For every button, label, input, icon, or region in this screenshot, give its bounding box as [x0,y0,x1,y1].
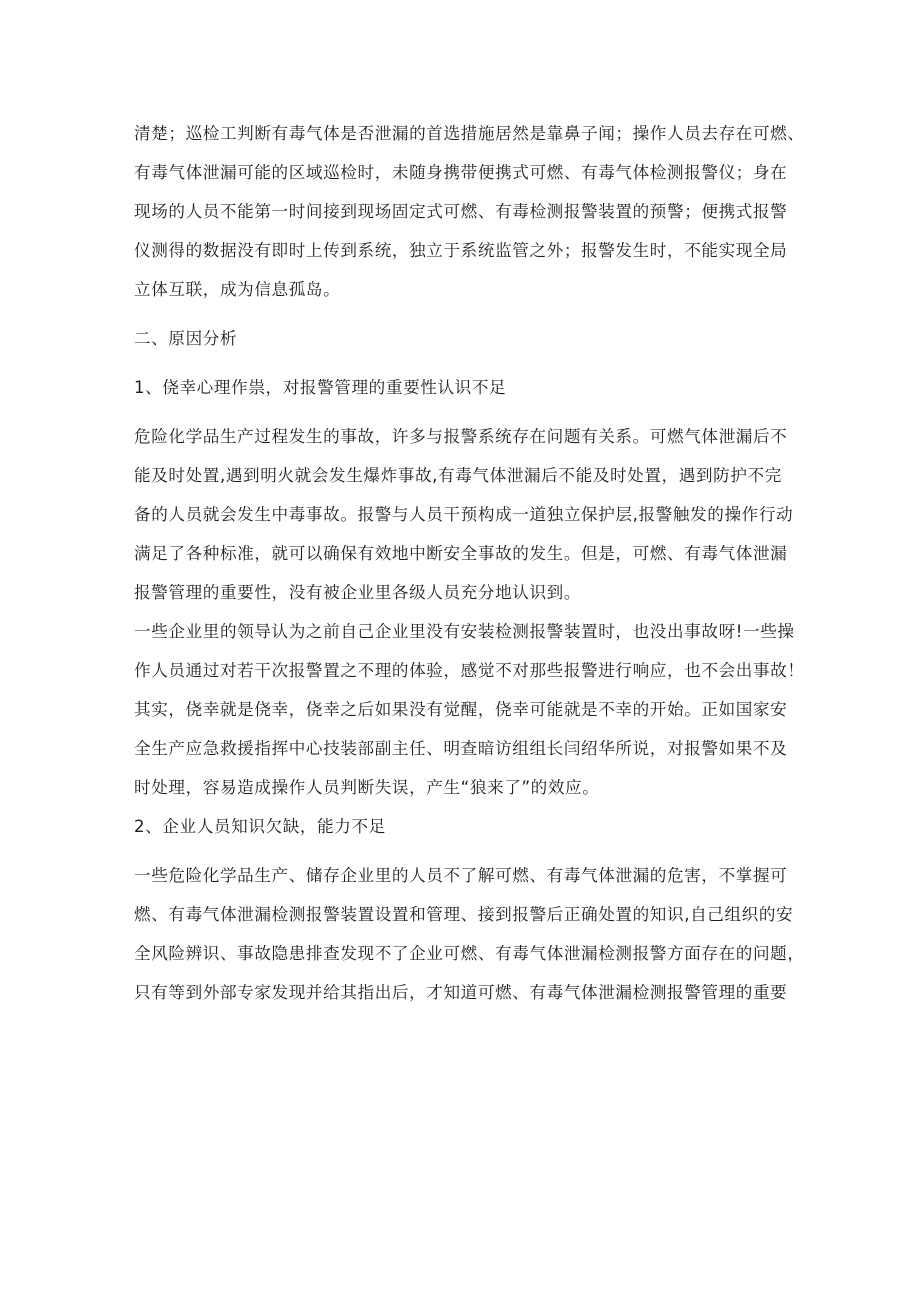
document-body [134,114,805,1012]
text-line: 立体互联，成为信息孤岛。 [134,280,341,299]
text-line: 一些危险化学品生产、储存企业里的人员不了解可燃、有毒气体泄漏的危害，不掌握可 [134,866,788,885]
text-line: 清楚；巡检工判断有毒气体是否泄漏的首选措施居然是靠鼻子闻；操作人员去存在可燃、 [134,124,805,143]
text-line: 现场的人员不能第一时间接到现场固定式可燃、有毒检测报警装置的预警；便携式报警 [134,202,788,221]
text-line: 备的人员就会发生中毒事故。报警与人员干预构成一道独立保护层,报警触发的操作行动 [134,505,794,524]
text-line: 其实，侥幸就是侥幸，侥幸之后如果没有觉醒，侥幸可能就是不幸的开始。正如国家安 [134,700,788,719]
text-line: 时处理，容易造成操作人员判断失误，产生“狼来了”的效应。 [134,778,600,797]
paragraph-gap [134,846,798,856]
text-line: 报警管理的重要性，没有被企业里各级人员充分地认识到。 [134,583,582,602]
text-line: 全生产应急救援指挥中心技装部副主任、明查暗访组组长闫绍华所说，对报警如果不及 [134,739,788,758]
text-line: 仪测得的数据没有即时上传到系统，独立于系统监管之外；报警发生时，不能实现全局 [134,241,788,260]
section-heading-cause-analysis: 二、原因分析 [134,329,238,348]
text-line: 全风险辨识、事故隐患排查发现不了企业可燃、有毒气体泄漏检测报警方面存在的问题， [134,944,805,963]
text-line: 有毒气体泄漏可能的区域巡检时，未随身携带便携式可燃、有毒气体检测报警仪；身在 [134,163,788,182]
text-line: 满足了各种标准，就可以确保有效地中断安全事故的发生。但是，可燃、有毒气体泄漏 [134,544,788,563]
text-line: 只有等到外部专家发现并给其指出后，才知道可燃、有毒气体泄漏检测报警管理的重要 [134,983,788,1002]
paragraph-3 [134,612,805,807]
text-line: 能及时处置,遇到明火就会发生爆炸事故,有毒气体泄漏后不能及时处置，遇到防护不完 [134,466,782,485]
paragraph-gap [134,407,798,417]
text-line: 燃、有毒气体泄漏检测报警装置设置和管理、接到报警后正确处置的知识,自己组织的安 [134,905,794,924]
paragraph-gap [134,358,798,368]
subsection-heading-2: 2、企业人员知识欠缺，能力不足 [134,817,386,836]
paragraph-2 [134,417,798,612]
text-line: 一些企业里的领导认为之前自己企业里没有安装检测报警装置时，也没出事故呀!一些操 [134,622,795,641]
subsection-heading-1: 1、侥幸心理作祟，对报警管理的重要性认识不足 [134,378,507,397]
paragraph-gap [134,309,798,319]
text-line: 危险化学品生产过程发生的事故，许多与报警系统存在问题有关系。可燃气体泄漏后不 [134,427,788,446]
paragraph-4 [134,856,805,1012]
paragraph-1 [134,114,805,309]
text-line: 作人员通过对若干次报警置之不理的体验，感觉不对那些报警进行响应，也不会出事故！ [134,661,805,680]
